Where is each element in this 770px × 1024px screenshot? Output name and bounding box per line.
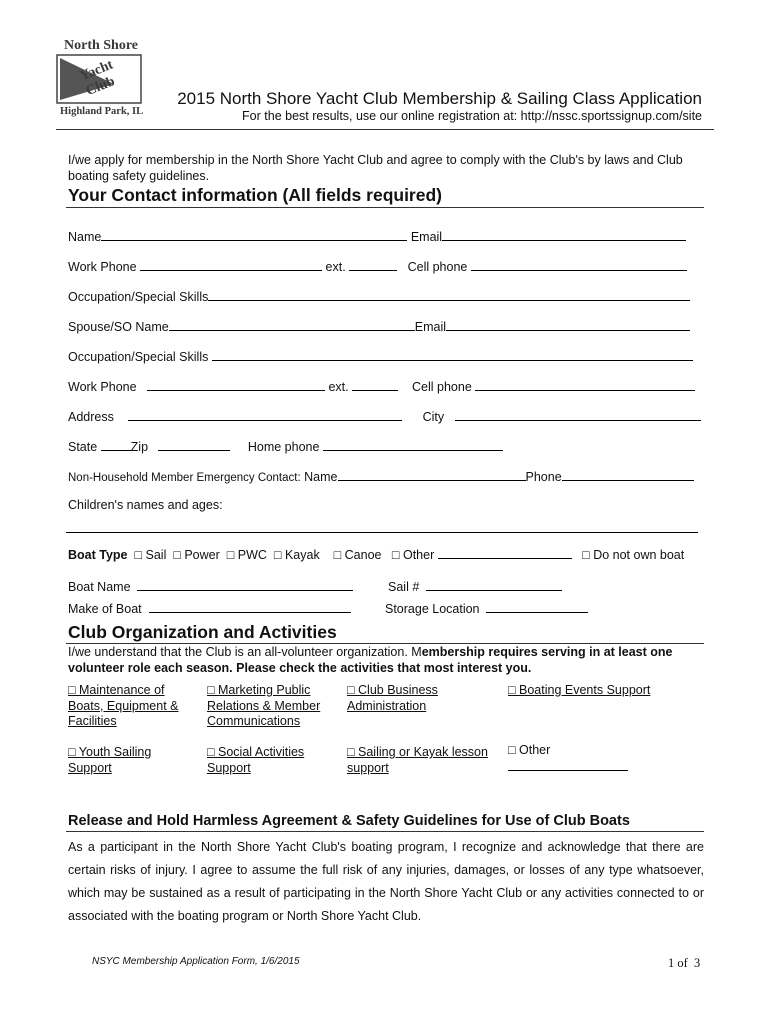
intro-text: I/we apply for membership in the North Shore Yacht Club and agree to comply with the Club's by laws and Club boating safety guidelines. bbox=[68, 153, 683, 183]
activity-maintenance[interactable]: □ Maintenance of Boats, Equipment & Facilities bbox=[68, 683, 179, 728]
name-field[interactable] bbox=[101, 228, 407, 241]
work-phone-label: Work Phone bbox=[68, 260, 137, 274]
footer-form-name: NSYC Membership Application Form, 1/6/2015 bbox=[92, 956, 300, 967]
storage-field[interactable] bbox=[486, 600, 588, 613]
row-name bbox=[68, 228, 686, 244]
spouse-work-phone-field[interactable] bbox=[147, 378, 325, 391]
address-field[interactable] bbox=[128, 408, 402, 421]
spouse-label: Spouse/SO Name bbox=[68, 320, 169, 334]
emergency-phone-label: Phone bbox=[525, 470, 562, 484]
emergency-name-label: Name bbox=[304, 470, 338, 484]
emergency-label: Non-Household Member Emergency Contact: bbox=[68, 472, 301, 484]
row-occupation bbox=[68, 288, 690, 304]
option-kayak: Kayak bbox=[284, 548, 320, 562]
club-text-a: I/we understand that the Club is an all-volunteer organization. M bbox=[68, 645, 422, 659]
activity-other-field[interactable] bbox=[508, 770, 628, 771]
zip-label: Zip bbox=[130, 440, 149, 454]
emergency-name-field[interactable] bbox=[338, 468, 526, 481]
option-other: Other bbox=[402, 548, 435, 562]
checkbox-canoe[interactable]: □ bbox=[333, 548, 342, 562]
work-phone-field[interactable] bbox=[140, 258, 322, 271]
release-heading-rule bbox=[66, 831, 704, 832]
release-heading: Release and Hold Harmless Agreement & Safety Guidelines for Use of Club Boats bbox=[68, 813, 630, 829]
option-sail: Sail bbox=[145, 548, 167, 562]
club-logo bbox=[56, 36, 152, 122]
children-field[interactable] bbox=[66, 532, 698, 533]
page-title: 2015 North Shore Yacht Club Membership & Sailing Class Application bbox=[177, 89, 702, 108]
checkbox-other[interactable]: □ bbox=[391, 548, 400, 562]
row-spouse-occupation bbox=[68, 348, 693, 364]
boat-type-label: Boat Type bbox=[68, 548, 128, 562]
checkbox-not-own[interactable]: □ bbox=[582, 548, 590, 562]
row-spouse-work-phone bbox=[68, 378, 695, 394]
boat-name-field[interactable] bbox=[137, 578, 353, 591]
boat-name-label: Boat Name bbox=[68, 580, 131, 594]
row-boat-type bbox=[68, 546, 684, 562]
make-field[interactable] bbox=[149, 600, 351, 613]
activity-youth-sailing[interactable]: □ Youth Sailing Support bbox=[68, 745, 152, 775]
occupation-field[interactable] bbox=[208, 288, 690, 301]
option-not-own: Do not own boat bbox=[593, 548, 685, 562]
name-label: Name bbox=[68, 230, 102, 244]
checkbox-sail[interactable]: □ bbox=[134, 548, 143, 562]
option-pwc: PWC bbox=[237, 548, 267, 562]
club-heading: Club Organization and Activities bbox=[68, 622, 337, 642]
emergency-phone-field[interactable] bbox=[562, 468, 694, 481]
cell-phone-label: Cell phone bbox=[407, 260, 468, 274]
activity-other[interactable]: □ Other bbox=[508, 743, 551, 757]
release-text: As a participant in the North Shore Yacht Club's boating program, I recognize and acknowledge that there are certain risks of injury. I agree to assume the full risk of any injuries, damages, or losses of any type whatsoever, which may be sustained as a result of participating in the North Shore Yacht Club or any activities connected to or associated with the boating program or North Shore Yacht Club. bbox=[68, 840, 704, 923]
sail-number-field[interactable] bbox=[426, 578, 562, 591]
row-sail-number bbox=[388, 578, 562, 594]
checkbox-power[interactable]: □ bbox=[173, 548, 181, 562]
row-boat-name bbox=[68, 578, 353, 594]
page-subtitle: For the best results, use our online registration at: http://nssc.sportssignup.com/site bbox=[242, 109, 702, 123]
row-emergency bbox=[68, 468, 694, 484]
cell-phone-field[interactable] bbox=[471, 258, 687, 271]
spouse-cell-phone-label: Cell phone bbox=[412, 380, 472, 394]
logo-location: Highland Park, IL bbox=[60, 106, 144, 117]
activity-business[interactable]: □ Club Business Administration bbox=[347, 683, 438, 713]
city-label: City bbox=[422, 410, 445, 424]
contact-heading-rule bbox=[66, 207, 704, 208]
row-children bbox=[68, 498, 223, 512]
option-canoe: Canoe bbox=[344, 548, 382, 562]
header-divider bbox=[56, 129, 714, 130]
row-address bbox=[68, 408, 701, 424]
option-power: Power bbox=[184, 548, 220, 562]
logo-name-bottom: Yacht Club bbox=[78, 57, 118, 100]
zip-field[interactable] bbox=[158, 438, 230, 451]
spouse-work-phone-label: Work Phone bbox=[68, 380, 137, 394]
ext-field[interactable] bbox=[349, 258, 397, 271]
contact-heading: Your Contact information (All fields required) bbox=[68, 185, 442, 205]
activity-marketing[interactable]: □ Marketing Public Relations & Member Communications bbox=[207, 683, 321, 728]
row-work-phone bbox=[68, 258, 687, 274]
occupation-label: Occupation/Special Skills bbox=[68, 290, 209, 304]
activity-events[interactable]: □ Boating Events Support bbox=[508, 683, 651, 697]
email-field[interactable] bbox=[442, 228, 686, 241]
spouse-field[interactable] bbox=[169, 318, 415, 331]
checkbox-pwc[interactable]: □ bbox=[226, 548, 235, 562]
ext-label: ext. bbox=[325, 260, 346, 274]
row-make bbox=[68, 600, 351, 616]
footer-page-number: 1 of 3 bbox=[668, 956, 701, 970]
sail-number-label: Sail # bbox=[388, 580, 420, 594]
spouse-email-label: Email bbox=[414, 320, 447, 334]
row-spouse bbox=[68, 318, 690, 334]
spouse-occupation-field[interactable] bbox=[212, 348, 693, 361]
other-boat-field[interactable] bbox=[438, 546, 572, 559]
activity-lessons[interactable]: □ Sailing or Kayak lesson support bbox=[347, 745, 488, 775]
row-storage bbox=[385, 600, 588, 616]
spouse-email-field[interactable] bbox=[446, 318, 690, 331]
make-label: Make of Boat bbox=[68, 602, 142, 616]
row-state bbox=[68, 438, 503, 454]
home-phone-label: Home phone bbox=[247, 440, 320, 454]
state-label: State bbox=[68, 440, 98, 454]
children-label: Children's names and ages: bbox=[68, 498, 223, 512]
logo-name-top: North Shore bbox=[64, 38, 139, 53]
activity-social[interactable]: □ Social Activities Support bbox=[207, 745, 305, 775]
club-text-b: embership requires serving in at least one volunteer role each season. Please check the activities that most interest you. bbox=[68, 645, 673, 675]
spouse-ext-label: ext. bbox=[328, 380, 349, 394]
spouse-ext-field[interactable] bbox=[352, 378, 398, 391]
storage-label: Storage Location bbox=[385, 602, 480, 616]
spouse-cell-phone-field[interactable] bbox=[475, 378, 695, 391]
home-phone-field[interactable] bbox=[323, 438, 503, 451]
spouse-occupation-label: Occupation/Special Skills bbox=[68, 350, 209, 364]
city-field[interactable] bbox=[455, 408, 701, 421]
club-text bbox=[68, 644, 698, 676]
address-label: Address bbox=[68, 410, 114, 424]
email-label: Email bbox=[410, 230, 443, 244]
checkbox-kayak[interactable]: □ bbox=[273, 548, 282, 562]
state-field[interactable] bbox=[101, 438, 131, 451]
